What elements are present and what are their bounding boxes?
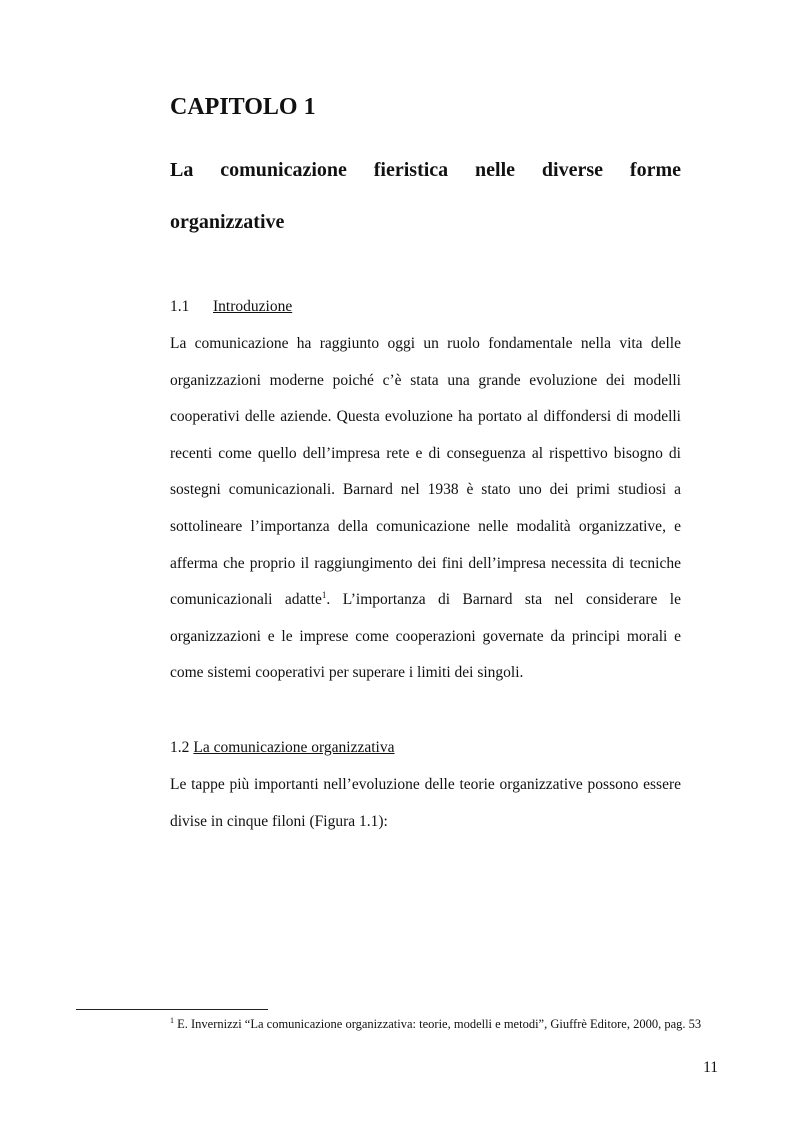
page-number: 11 xyxy=(703,1059,718,1076)
footnote-marker: 1 xyxy=(170,1016,174,1025)
chapter-title: CAPITOLO 1 xyxy=(170,94,316,120)
section-title: La comunicazione organizzativa xyxy=(193,739,395,756)
paragraph-text: La comunicazione ha raggiunto oggi un ruolo fondamentale nella vita delle organizzazioni moderne poiché c’è stata una grande evoluzione dei modelli cooperativi delle aziende. Questa evoluzione ha portato al diffondersi di modelli recenti come quello dell’impresa rete e di conseguenza al rispettivo bisogno di sostegni comunicazionali. Barnard nel 1938 è stato uno dei primi studiosi a sottolineare l’importanza della comunicazione nelle modalità organizzative, e afferma che proprio il raggiungimento dei fini dell’impresa necessita di tecniche comunicazionali adatte xyxy=(170,335,681,609)
footnote xyxy=(170,1016,720,1032)
footnote-text: E. Invernizzi “La comunicazione organizzativa: teorie, modelli e metodi”, Giuffrè Editore, 2000, pag. 53 xyxy=(174,1017,702,1031)
section-number: 1.1 xyxy=(170,298,190,315)
introduzione-paragraph xyxy=(170,326,681,692)
paragraph-text-continued: . L’importanza di Barnard sta nel considerare le organizzazioni e le imprese come cooperazioni governate da principi morali e come sistemi cooperativi per superare i limiti dei singoli. xyxy=(170,591,681,682)
section-heading-comunicazione-organizzativa xyxy=(170,738,395,758)
footnote-separator xyxy=(76,1009,268,1010)
section-heading-introduzione xyxy=(170,297,292,317)
chapter-subtitle: La comunicazione fieristica nelle diverse forme organizzative xyxy=(170,159,681,233)
section-title: Introduzione xyxy=(213,298,293,315)
comunicazione-organizzativa-paragraph: Le tappe più importanti nell’evoluzione delle teorie organizzative possono essere divise in cinque filoni (Figura 1.1): xyxy=(170,776,681,830)
footnote-reference: 1 xyxy=(321,590,327,601)
section-number: 1.2 xyxy=(170,739,190,756)
